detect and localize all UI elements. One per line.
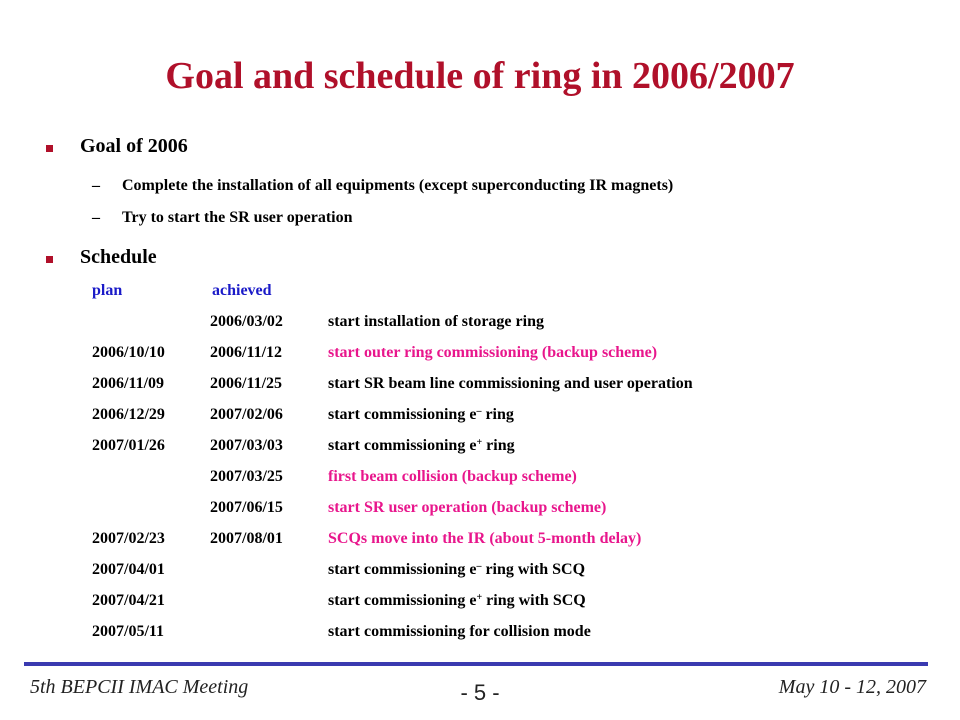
dash-icon: – [92, 209, 100, 226]
schedule-heading: Schedule [80, 246, 157, 268]
charge-superscript: + [476, 592, 483, 603]
achieved-date: 2007/06/15 [210, 499, 283, 516]
description-text: ring with SCQ [481, 561, 586, 578]
plan-date: 2007/04/01 [92, 561, 165, 578]
column-header-achieved: achieved [212, 282, 272, 299]
column-header-plan: plan [92, 282, 123, 299]
description-text: start commissioning e [328, 437, 477, 454]
goal-heading: Goal of 2006 [80, 135, 188, 157]
schedule-description [328, 561, 585, 579]
goal-item: Complete the installation of all equipments (except superconducting IR magnets) [122, 177, 674, 194]
achieved-date: 2006/11/12 [210, 344, 283, 361]
description-text: start commissioning e [328, 592, 477, 609]
charge-superscript: – [476, 406, 482, 417]
schedule-description [328, 437, 515, 455]
plan-date: 2007/01/26 [92, 437, 165, 454]
plan-date: 2006/12/29 [92, 406, 165, 423]
schedule-description: start installation of storage ring [328, 313, 544, 330]
page-title: Goal and schedule of ring in 2006/2007 [165, 55, 795, 97]
schedule-description: start commissioning for collision mode [328, 623, 591, 640]
charge-superscript: + [476, 437, 483, 448]
plan-date: 2006/10/10 [92, 344, 165, 361]
achieved-date: 2006/11/25 [210, 375, 283, 392]
schedule-description: start SR beam line commissioning and user operation [328, 375, 693, 392]
description-text: ring [482, 437, 515, 454]
schedule-description [328, 592, 586, 610]
schedule-description: start SR user operation (backup scheme) [328, 499, 607, 516]
schedule-description: SCQs move into the IR (about 5-month delay) [328, 530, 642, 547]
bullet-icon [46, 256, 53, 263]
charge-superscript: – [476, 561, 482, 572]
description-text: ring with SCQ [482, 592, 586, 609]
achieved-date: 2007/03/25 [210, 468, 283, 485]
footer-meeting: 5th BEPCII IMAC Meeting [30, 676, 249, 698]
description-text: start commissioning e [328, 561, 477, 578]
description-text: ring [481, 406, 514, 423]
schedule-description [328, 406, 514, 424]
footer-divider [24, 662, 928, 666]
plan-date: 2006/11/09 [92, 375, 165, 392]
schedule-description: first beam collision (backup scheme) [328, 468, 577, 485]
plan-date: 2007/02/23 [92, 530, 165, 547]
plan-date: 2007/04/21 [92, 592, 165, 609]
page-number: - 5 - [460, 680, 500, 705]
achieved-date: 2006/03/02 [210, 313, 283, 330]
goal-item: Try to start the SR user operation [122, 209, 353, 226]
description-text: start commissioning e [328, 406, 477, 423]
achieved-date: 2007/02/06 [210, 406, 283, 423]
dash-icon: – [92, 177, 100, 194]
bullet-icon [46, 145, 53, 152]
plan-date: 2007/05/11 [92, 623, 165, 640]
achieved-date: 2007/03/03 [210, 437, 283, 454]
footer-date: May 10 - 12, 2007 [778, 676, 926, 698]
achieved-date: 2007/08/01 [210, 530, 283, 547]
schedule-description: start outer ring commissioning (backup scheme) [328, 344, 658, 361]
